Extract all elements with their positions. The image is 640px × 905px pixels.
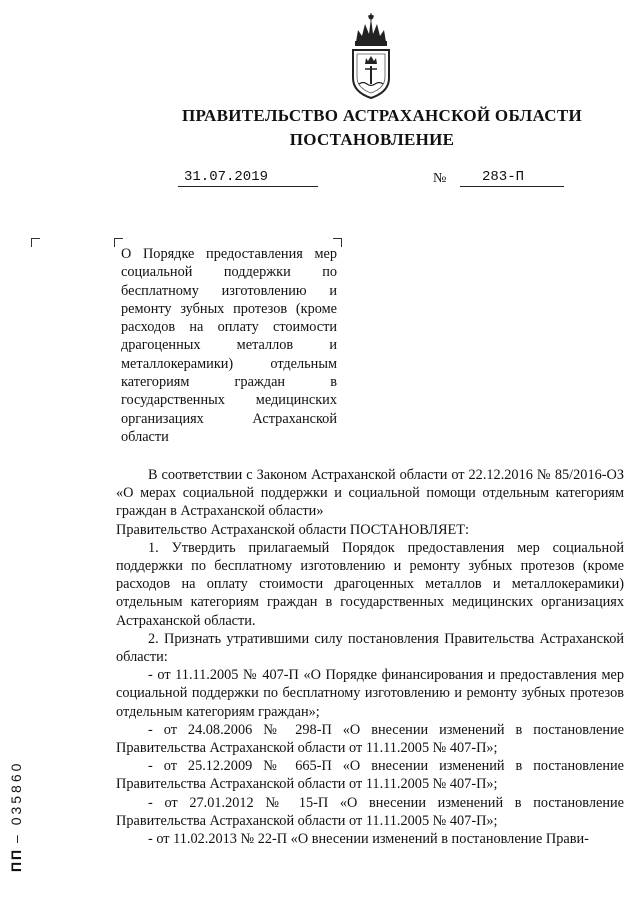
document-type: ПОСТАНОВЛЕНИЕ bbox=[289, 130, 455, 149]
document-subject: О Порядке предоставления мер социальной поддержки по бесплатному изготовлению и ремонту зубных протезов (кроме расходов на оплату стоимости драгоценных металлов и металлокерамики) отдельным категориям граждан в государственных медицинских организациях Астраханской области bbox=[121, 246, 337, 445]
document-date: 31.07.2019 bbox=[178, 169, 318, 187]
coat-of-arms-icon bbox=[344, 12, 398, 100]
preamble: В соответствии с Законом Астраханской области от 22.12.2016 № 85/2016-ОЗ «О мерах социальной поддержки и социальной помощи отдельным категориям граждан в Астраханской области» bbox=[116, 467, 624, 520]
series-number: – 035860 bbox=[8, 760, 24, 843]
org-name: ПРАВИТЕЛЬСТВО АСТРАХАНСКОЙ ОБЛАСТИ bbox=[182, 106, 582, 125]
form-series-number bbox=[8, 761, 24, 872]
list-item: - от 11.11.2005 № 407-П «О Порядке финансирования и предоставления мер социальной поддержки по бесплатному изготовлению и ремонту зубных протезов отдельным категориям граждан»; bbox=[116, 667, 624, 720]
list-item: - от 27.01.2012 № 15-П «О внесении изменений в постановление Правительства Астраханской области от 11.11.2005 № 407-П»; bbox=[116, 794, 624, 829]
paragraph-2: 2. Признать утратившими силу постановления Правительства Астраханской области: bbox=[116, 630, 624, 666]
resolves-line: Правительство Астраханской области ПОСТАНОВЛЯЕТ: bbox=[116, 521, 469, 538]
margin-corner-mark bbox=[31, 238, 40, 247]
paragraph-1: 1. Утвердить прилагаемый Порядок предоставления мер социальной поддержки по бесплатному изготовлению и ремонту зубных протезов (кроме расходов на оплату стоимости драгоценных металлов и металлокерамики) отдельным категориям граждан в государственных медицинских организациях Астраханской области. bbox=[116, 539, 624, 629]
number-label: № bbox=[433, 171, 447, 186]
document-body bbox=[116, 466, 624, 848]
series-prefix: ПП bbox=[8, 847, 24, 872]
list-item: - от 24.08.2006 № 298-П «О внесении изменений в постановление Правительства Астраханской области от 11.11.2005 № 407-П»; bbox=[116, 721, 624, 757]
list-item: - от 25.12.2009 № 665-П «О внесении изменений в постановление Правительства Астраханской области от 11.11.2005 № 407-П»; bbox=[116, 758, 624, 793]
document-number: 283-П bbox=[460, 169, 564, 187]
list-item: - от 11.02.2013 № 22-П «О внесении изменений в постановление Прави- bbox=[148, 831, 589, 848]
